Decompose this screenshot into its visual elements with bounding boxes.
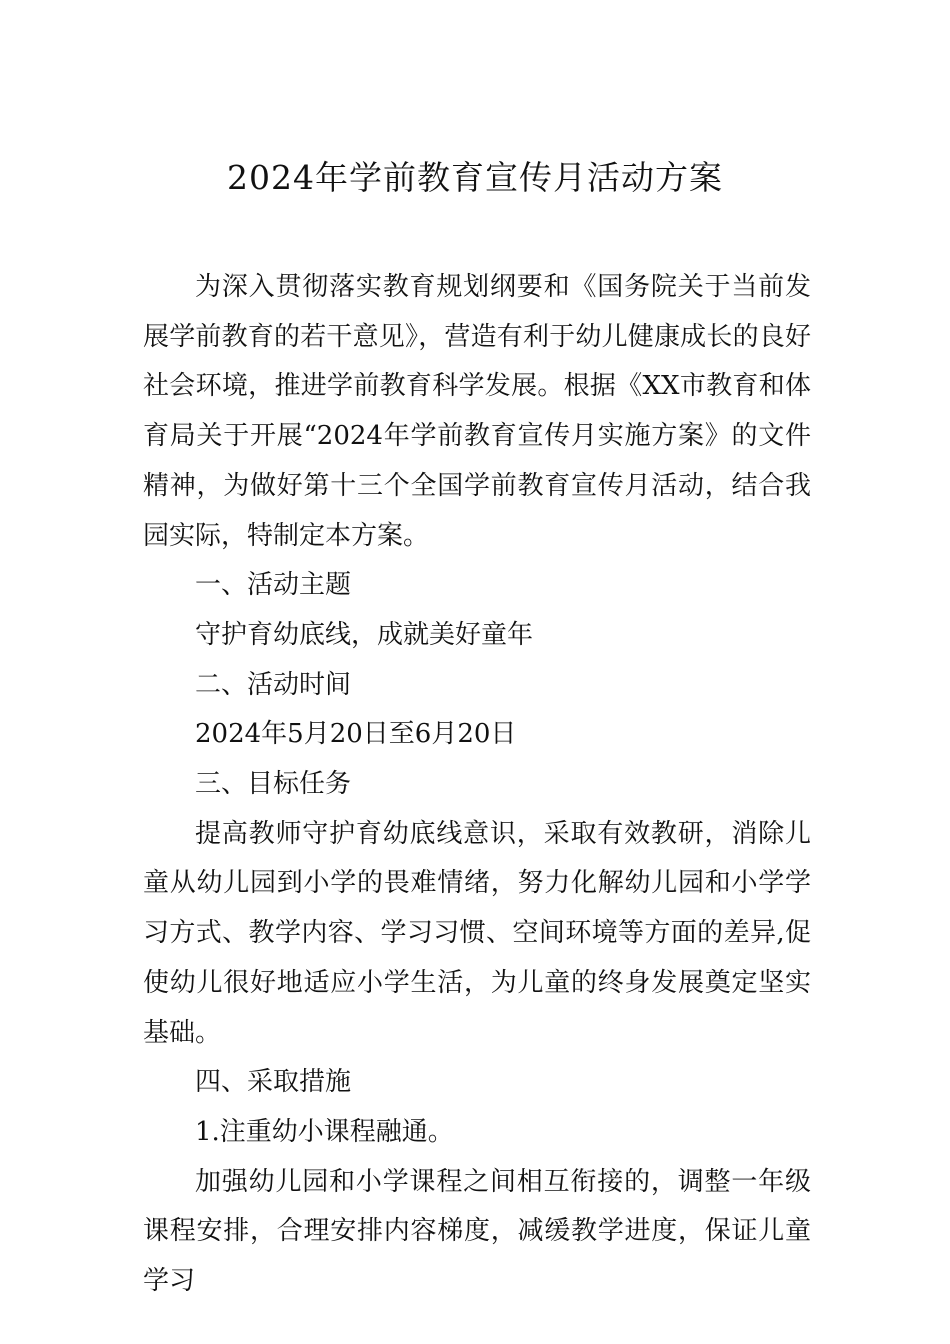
paragraph-intro: 为深入贯彻落实教育规划纲要和《国务院关于当前发展学前教育的若干意见》，营造有利于幼儿健康成长的良好社会环境，推进学前教育科学发展。根据《XX市教育和体育局关于开展“2024年学前教育宣传月实施方案》的文件精神，为做好第十三个全国学前教育宣传月活动，结合我园实际，特制定本方案。 <box>143 272 811 551</box>
document-title: 2024年学前教育宣传月活动方案 <box>227 158 723 197</box>
document-body <box>143 263 811 1307</box>
heading-activity-theme: 一、活动主题 <box>195 570 352 601</box>
paragraph-curriculum: 加强幼儿园和小学课程之间相互衔接的，调整一年级课程安排，合理安排内容梯度，减缓教学进度，保证儿童学习 <box>143 1166 811 1297</box>
heading-measures: 四、采取措施 <box>195 1067 352 1098</box>
paragraph-time: 2024年5月20日至6月20日 <box>195 719 517 750</box>
heading-goals: 三、目标任务 <box>195 769 352 800</box>
paragraph-theme: 守护育幼底线，成就美好童年 <box>195 619 534 650</box>
heading-activity-time: 二、活动时间 <box>195 669 352 700</box>
paragraph-goals: 提高教师守护育幼底线意识，采取有效教研，消除儿童从幼儿园到小学的畏难情绪，努力化解幼儿园和小学学习方式、教学内容、学习习惯、空间环境等方面的差异,促使幼儿很好地适应小学生活，为儿童的终身发展奠定坚实基础。 <box>143 818 811 1048</box>
subheading-curriculum: 1.注重幼小课程融通。 <box>195 1116 454 1147</box>
